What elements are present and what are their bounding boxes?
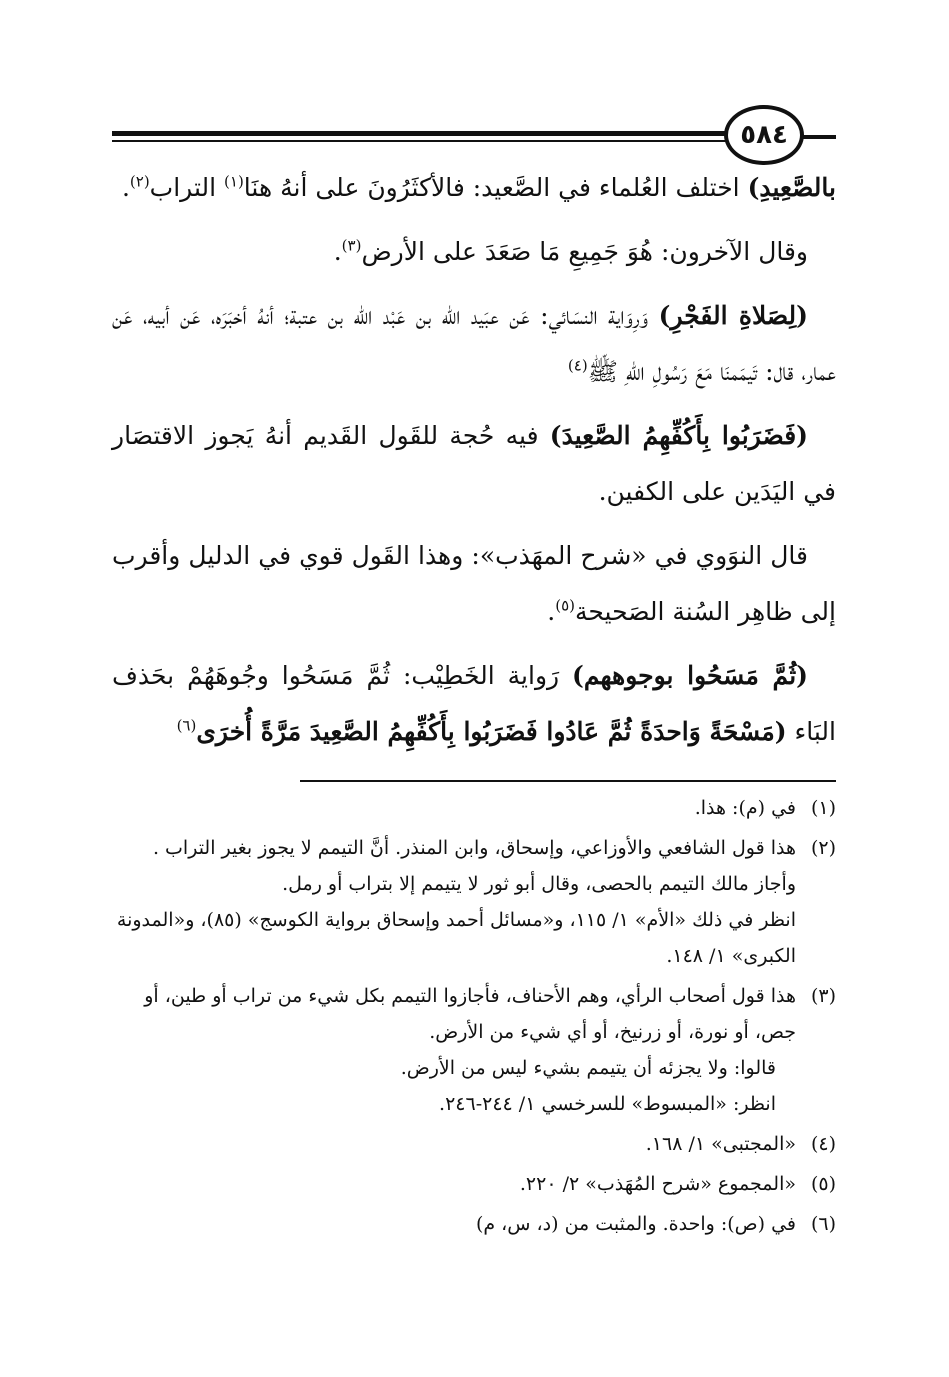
paragraph-text: رَواية الخَطِيْب: ثُمَّ مَسَحُوا وجُوهَهُمْ بحَذف البَاء bbox=[112, 661, 836, 746]
paragraph-text: التراب bbox=[149, 173, 225, 202]
footnote-text: انظر في ذلك «الأم» ١/ ١١٥، و«مسائل أحمد وإسحاق برواية الكوسج» (٨٥)، و«المدونة الكبرى» ١/ ١٤٨. bbox=[116, 909, 796, 967]
paragraph-end: . bbox=[333, 237, 342, 266]
footnote-number: (٤) bbox=[810, 1133, 836, 1155]
footnote-ref[interactable]: (٤) bbox=[567, 356, 588, 375]
footnote-text: «المجتبى» ١/ ١٦٨. bbox=[645, 1133, 796, 1155]
footnote-1 bbox=[112, 790, 836, 826]
footnote-6 bbox=[112, 1206, 836, 1242]
bold-lead: (لِصَلاةِ الفَجْرِ) bbox=[658, 301, 808, 330]
footnote-text: هذا قول أصحاب الرأي، وهم الأحناف، فأجازوا التيمم بكل شيء من تراب أو طين، أو جص، أو نورة، أو زرنيخ، أو أي شيء من الأرض. bbox=[144, 985, 796, 1043]
paragraph-text: وقال الآخرون: هُوَ جَمِيعِ مَا صَعَدَ على الأرض bbox=[361, 237, 808, 266]
footnote-4 bbox=[112, 1126, 836, 1162]
bold-quote: (مَسْحَةً وَاحدَةً ثُمَّ عَادُوا فَضَرَبُوا بِأَكُفِّهِمُ الصَّعِيدَ مَرَّةً أُخرَى bbox=[196, 717, 787, 746]
paragraph-1 bbox=[112, 160, 836, 216]
bold-lead: (ثُمَّ مَسَحُوا بوجوههم) bbox=[572, 661, 808, 690]
footnote-number: (٥) bbox=[810, 1173, 836, 1195]
footnote-3 bbox=[112, 978, 836, 1122]
paragraph-6 bbox=[112, 648, 836, 760]
footnote-ref[interactable]: (٦) bbox=[176, 716, 197, 735]
footnote-ref[interactable]: (١) bbox=[224, 172, 244, 191]
footnote-text: «المجموع «شرح المُهَذب» ٢/ ٢٢٠. bbox=[519, 1173, 796, 1195]
footnote-text: في (م): هذا. bbox=[694, 797, 796, 819]
paragraph-4 bbox=[112, 408, 836, 520]
page-number: ٥٨٤ bbox=[724, 105, 804, 165]
paragraph-text: قال النوَوي في «شرح المهَذب»: وهذا القَول قوي في الدليل وأقرب إلى ظاهِر السُنة الصَحيحة bbox=[112, 541, 836, 626]
header-rule bbox=[112, 131, 732, 136]
header-rule-right bbox=[802, 135, 836, 139]
bold-lead: (فَضَرَبُوا بِأَكُفِّهِمُ الصَّعِيدَ) bbox=[549, 421, 809, 450]
paragraph-end: . bbox=[121, 173, 130, 202]
paragraph-2 bbox=[112, 224, 836, 280]
footnotes bbox=[112, 790, 836, 1246]
paragraph-text: فيه حُجة للقَول القَديم أنهُ يَجوز الاقتصَار في اليَدَين على الكفين. bbox=[112, 421, 836, 506]
footnote-number: (٦) bbox=[810, 1213, 836, 1235]
footnote-ref[interactable]: (٣) bbox=[341, 236, 362, 255]
bold-lead: بالصَّعِيدِ) bbox=[747, 173, 836, 202]
footnote-separator bbox=[300, 780, 836, 782]
footnote-text: هذا قول الشافعي والأوزاعي، وإسحاق، وابن المنذر. أنَّ التيمم لا يجوز بغير التراب . وأجاز مالك التيمم بالحصى، وقال أبو ثور لا يتيمم إلا بتراب أو رمل. bbox=[152, 837, 796, 895]
paragraph-end: . bbox=[547, 597, 556, 626]
paragraph-text: اختلف العُلماء في الصَّعيد: فالأكثَرُونَ على أنهُ هنَا bbox=[243, 173, 748, 202]
footnote-number: (٣) bbox=[810, 985, 836, 1007]
paragraph-text: وَرِوَاية النسَائي: عَن عبَيد الله بن عَبْد الله بن عتبة؛ أنهُ أخبَرَه، عَن أبيه، عَن عمار، قال: تَيمَمنَا مَعَ رَسُولِ اللهِ ﷺ bbox=[112, 301, 836, 386]
footnote-text: انظر: «المبسوط» للسرخسي ١/ ٢٤٤-٢٤٦. bbox=[439, 1093, 776, 1115]
footnote-2 bbox=[112, 830, 836, 974]
page-header bbox=[112, 105, 836, 165]
footnote-text: في (ص): واحدة. والمثبت من (د، س، م) bbox=[475, 1213, 796, 1235]
footnote-number: (١) bbox=[810, 797, 836, 819]
footnote-number: (٢) bbox=[810, 837, 836, 859]
paragraph-3 bbox=[112, 288, 836, 400]
main-text bbox=[112, 160, 836, 768]
footnote-text: قالوا: ولا يجزئه أن يتيمم بشيء ليس من الأرض. bbox=[400, 1057, 776, 1079]
footnote-ref[interactable]: (٢) bbox=[129, 172, 150, 191]
footnote-5 bbox=[112, 1166, 836, 1202]
header-rule-thin bbox=[112, 140, 732, 142]
footnote-ref[interactable]: (٥) bbox=[555, 596, 575, 615]
paragraph-5 bbox=[112, 528, 836, 640]
